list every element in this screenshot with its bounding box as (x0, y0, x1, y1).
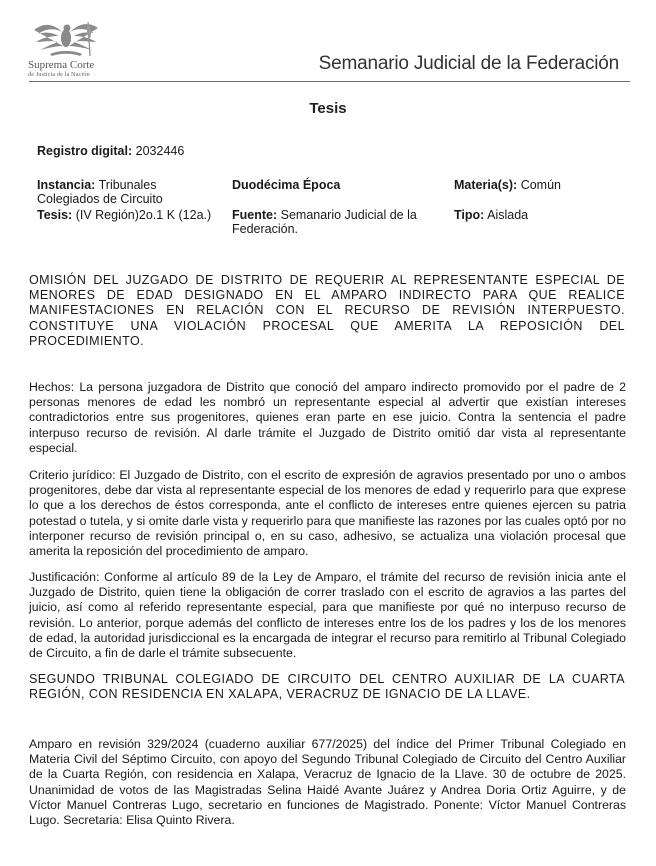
tipo-label: Tipo: (454, 208, 485, 222)
fuente-value: Semanario Judicial de la Federación. (232, 208, 417, 236)
registro-label: Registro digital: (37, 144, 133, 158)
fuente-field (232, 208, 438, 236)
tribunal-name: SEGUNDO TRIBUNAL COLEGIADO DE CIRCUITO DEL CENTRO AUXILIAR DE LA CUARTA REGIÓN, CON RESIDENCIA EN XALAPA, VERACRUZ DE IGNACIO DE LA LLAVE. (29, 672, 625, 702)
hechos-paragraph: Hechos: La persona juzgadora de Distrito que conoció del amparo indirecto promovido por el padre de 2 personas menores de edad les nombró un representante especial al advertir que existían intereses contradictorios entre sus progenitores, quienes eran parte en ese juicio. Contra la sentencia el padre interpuso recurso de revisión. Al darle trámite el Juzgado de Distrito omitió dar vista al representante especial. (29, 380, 626, 455)
page-header (0, 0, 656, 84)
instancia-label: Instancia: (37, 178, 96, 192)
tipo-field (454, 208, 528, 222)
materia-label: Materia(s): (454, 178, 518, 192)
registro-digital (37, 144, 184, 158)
precedente-paragraph: Amparo en revisión 329/2024 (cuaderno auxiliar 677/2025) del índice del Primer Tribunal Colegiado en Materia Civil del Séptimo Circuito, con apoyo del Segundo Tribunal Colegiado de Circuito del Centro Auxiliar de la Cuarta Región, con residencia en Xalapa, Veracruz de Ignacio de la Llave. 30 de octubre de 2025. Unanimidad de votos de las Magistradas Selina Haidé Avante Juárez y Andrea Doria Ortiz Aguirre, y de Víctor Manuel Contreras Lugo, secretario en funciones de Magistrado. Ponente: Víctor Manuel Contreras Lugo. Secretaria: Elisa Quinto Rivera. (29, 737, 626, 828)
tipo-value: Aislada (487, 208, 529, 222)
criterio-paragraph: Criterio jurídico: El Juzgado de Distrito, con el escrito de expresión de agravios presentado por uno o ambos progenitores, debe dar vista al representante especial de los menores de edad y requerirlo para que exprese lo que a los derechos de éstos corresponda, ante el conflicto de intereses entre quienes ejercen su patria potestad o tutela, y si omite darle vista y requerirlo para que manifieste las razones por las cuales optó por no interponer recurso de revisión principal o, en su caso, adhesivo, se actualiza una violación procesal que amerita la reposición del procedimiento de amparo. (29, 468, 626, 559)
tesis-value: (IV Región)2o.1 K (12a.) (75, 208, 212, 222)
instancia-field (37, 178, 217, 206)
materia-field (454, 178, 561, 192)
site-title[interactable]: Semanario Judicial de la Federación (318, 53, 619, 74)
epoca-field: Duodécima Época (232, 178, 341, 192)
materia-value: Común (520, 178, 561, 192)
logo-subtitle: de Justicia de la Nación (28, 71, 90, 78)
logo-name: Suprema Corte (28, 59, 95, 71)
fuente-label: Fuente: (232, 208, 278, 222)
scjn-logo[interactable] (28, 16, 108, 79)
header-divider (29, 81, 630, 82)
eagle-emblem-icon (30, 16, 102, 58)
tesis-label: Tesis: (37, 208, 73, 222)
tesis-field (37, 208, 227, 222)
thesis-heading: OMISIÓN DEL JUZGADO DE DISTRITO DE REQUERIR AL REPRESENTANTE ESPECIAL DE MENORES DE EDAD DESIGNADO EN EL AMPARO INDIRECTO PARA QUE REALICE MANIFESTACIONES EN RELACIÓN CON EL RECURSO DE REVISIÓN INTERPUESTO. CONSTITUYE UNA VIOLACIÓN PROCESAL QUE AMERITA LA REPOSICIÓN DEL PROCEDIMIENTO. (29, 273, 625, 348)
instancia-value: Tribunales Colegiados de Circuito (37, 178, 163, 206)
registro-value: 2032446 (135, 144, 185, 158)
page-title: Tesis (309, 100, 347, 117)
justificacion-paragraph: Justificación: Conforme al artículo 89 de la Ley de Amparo, el trámite del recurso de revisión inicia ante el Juzgado de Distrito, quien tiene la obligación de correr traslado con el escrito de agravios a las partes del juicio, así como al referido representante especial, para que manifieste por qué no interpuso recurso de revisión. Lo anterior, porque además del conflicto de intereses entre los de los padres y los de los menores de edad, la autoridad jurisdiccional es la encargada de integrar el recurso para remitirlo al Tribunal Colegiado de Circuito, a fin de darle el trámite subsecuente. (29, 570, 626, 661)
